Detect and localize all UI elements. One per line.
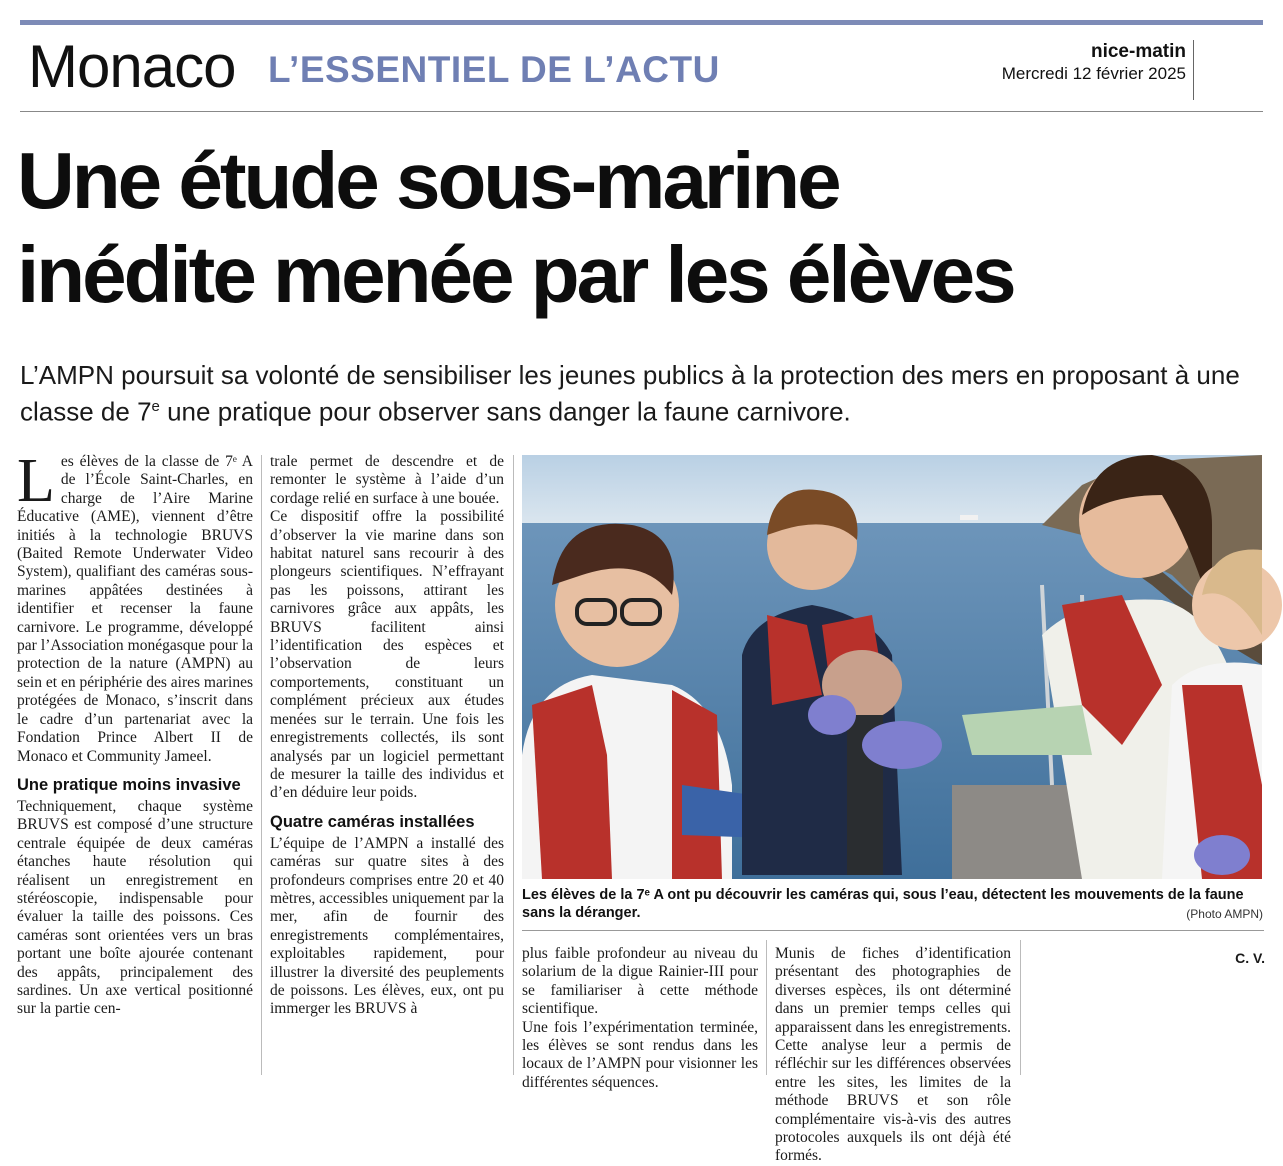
lead-text-2: une pratique pour observer sans danger la faune carnivore. — [159, 396, 851, 427]
paragraph-5: L’équipe de l’AMPN a installé des caméras sur quatre sites à des profondeurs comprises entre 20 et 40 mètres, accessibles uniquement par la mer, afin de fournir des enregistrements complémentaires, exploitables rapidement, pour illustrer la diversité des peuplements de poissons. Les élèves, eux, ont pu immerger les BRUVS à — [270, 834, 504, 1018]
rubric-label: L’ESSENTIEL DE L’ACTU — [268, 49, 720, 90]
column-2 — [270, 453, 504, 1019]
column-5 — [1029, 945, 1265, 967]
boat — [960, 515, 978, 520]
photo-illustration — [522, 455, 1262, 879]
paragraph-6: plus faible profondeur au niveau du solarium de la digue Rainier-III pour se familiariser à cette méthode scientifique. — [522, 945, 758, 1018]
column-3 — [522, 945, 758, 1092]
masthead — [1002, 41, 1186, 85]
header-divider — [20, 111, 1263, 112]
masthead-divider — [1193, 40, 1194, 100]
headline-line-1: Une étude sous-marine — [17, 136, 839, 225]
column-divider — [261, 455, 262, 1075]
top-color-rule — [20, 20, 1263, 25]
lead-text-1: L’AMPN poursuit sa volonté de sensibiliser les jeunes publics à la protection des mers en proposant à une classe de 7 — [20, 360, 1240, 427]
issue-date: Mercredi 12 février 2025 — [1001, 64, 1186, 83]
article-photo — [522, 455, 1262, 879]
column-divider — [766, 940, 767, 1075]
column-4 — [775, 945, 1011, 1166]
paragraph-1-text: es élèves de la classe de 7ᵉ A de l’École Saint-Charles, en charge de l’Aire Marine Éducative (AME), viennent d’être initiés à la technologie BRUVS (Baited Remote Underwater Video System), qualifiant des caméras sous-marines appâtées destinées à identifier et recenser la faune carnivore. Le programme, développé par l’Association monégasque pour la protection de la nature (AMPN) au sein et en périphérie des aires marines protégées de Monaco, s’inscrit dans le cadre d’un partenariat avec la Fondation Prince Albert II de Monaco et Community Jameel. — [17, 453, 253, 765]
caption-divider — [522, 930, 1264, 931]
author-signature: C. V. — [1235, 950, 1265, 966]
paragraph-1 — [17, 447, 253, 766]
paragraph-2: Techniquement, chaque système BRUVS est composé d’une structure centrale équipée de deux caméras étanches haute résolution qui réalisent un enregistrement en stéréoscopie, indispensable pour évaluer la taille des poissons. Ces caméras sont orientées vers un bras portant une boîte ajourée contenant des appâts, principalement des sardines. Un axe vertical positionné sur la partie cen- — [17, 797, 253, 1018]
column-divider — [1020, 940, 1021, 1075]
photo-caption: Les élèves de la 7ᵉ A ont pu découvrir les caméras qui, sous l’eau, détectent les mouvements de la faune sans la déranger. — [522, 887, 1244, 921]
subhead-1: Une pratique moins invasive — [17, 775, 241, 794]
lead-superscript: e — [151, 398, 160, 415]
article-headline — [17, 134, 1267, 322]
paragraph-8: Munis de fiches d’identification présentant des photographies de diverses espèces, ils ont déterminé dans un premier temps celles qui apparaissent dans les enregistrements. Cette analyse leur a permis de réfléchir sur les différences observées entre les sites, les limites de la méthode BRUVS et son rôle complémentaire vis-à-vis des autres protocoles auxquels ils ont déjà été formés. — [775, 945, 1011, 1165]
newspaper-brand: nice-matin — [1090, 41, 1186, 62]
subhead-2: Quatre caméras installées — [270, 812, 475, 831]
article-lead — [20, 360, 1270, 428]
paragraph-4: Ce dispositif offre la possibilité d’observer la vie marine dans son habitat naturel sans recourir à des plongeurs scientifiques. N’effrayant pas les poissons, attirant les carnivores grâce aux appâts, les BRUVS facilitent ainsi l’identification des espèces et l’observation de leurs comportements, constituant un complément précieux aux études menées sur le terrain. Une fois les enregistrements collectés, ils sont analysés par un logiciel permettant de mesurer la taille des individus et d’en déduire leur poids. — [270, 508, 504, 802]
section-title: Monaco — [28, 33, 236, 100]
paragraph-3: trale permet de descendre et de remonter le système à l’aide d’un cordage relié en surface à une bouée. — [270, 453, 504, 507]
column-divider — [513, 455, 514, 1075]
headline-line-2: inédite menée par les élèves — [17, 230, 1014, 319]
column-1 — [17, 447, 253, 1019]
photo-credit: (Photo AMPN) — [1186, 907, 1263, 921]
paragraph-7: Une fois l’expérimentation terminée, les élèves se sont rendus dans les locaux de l’AMPN pour visionner les différentes séquences. — [522, 1018, 758, 1091]
drop-cap: L — [17, 447, 55, 515]
